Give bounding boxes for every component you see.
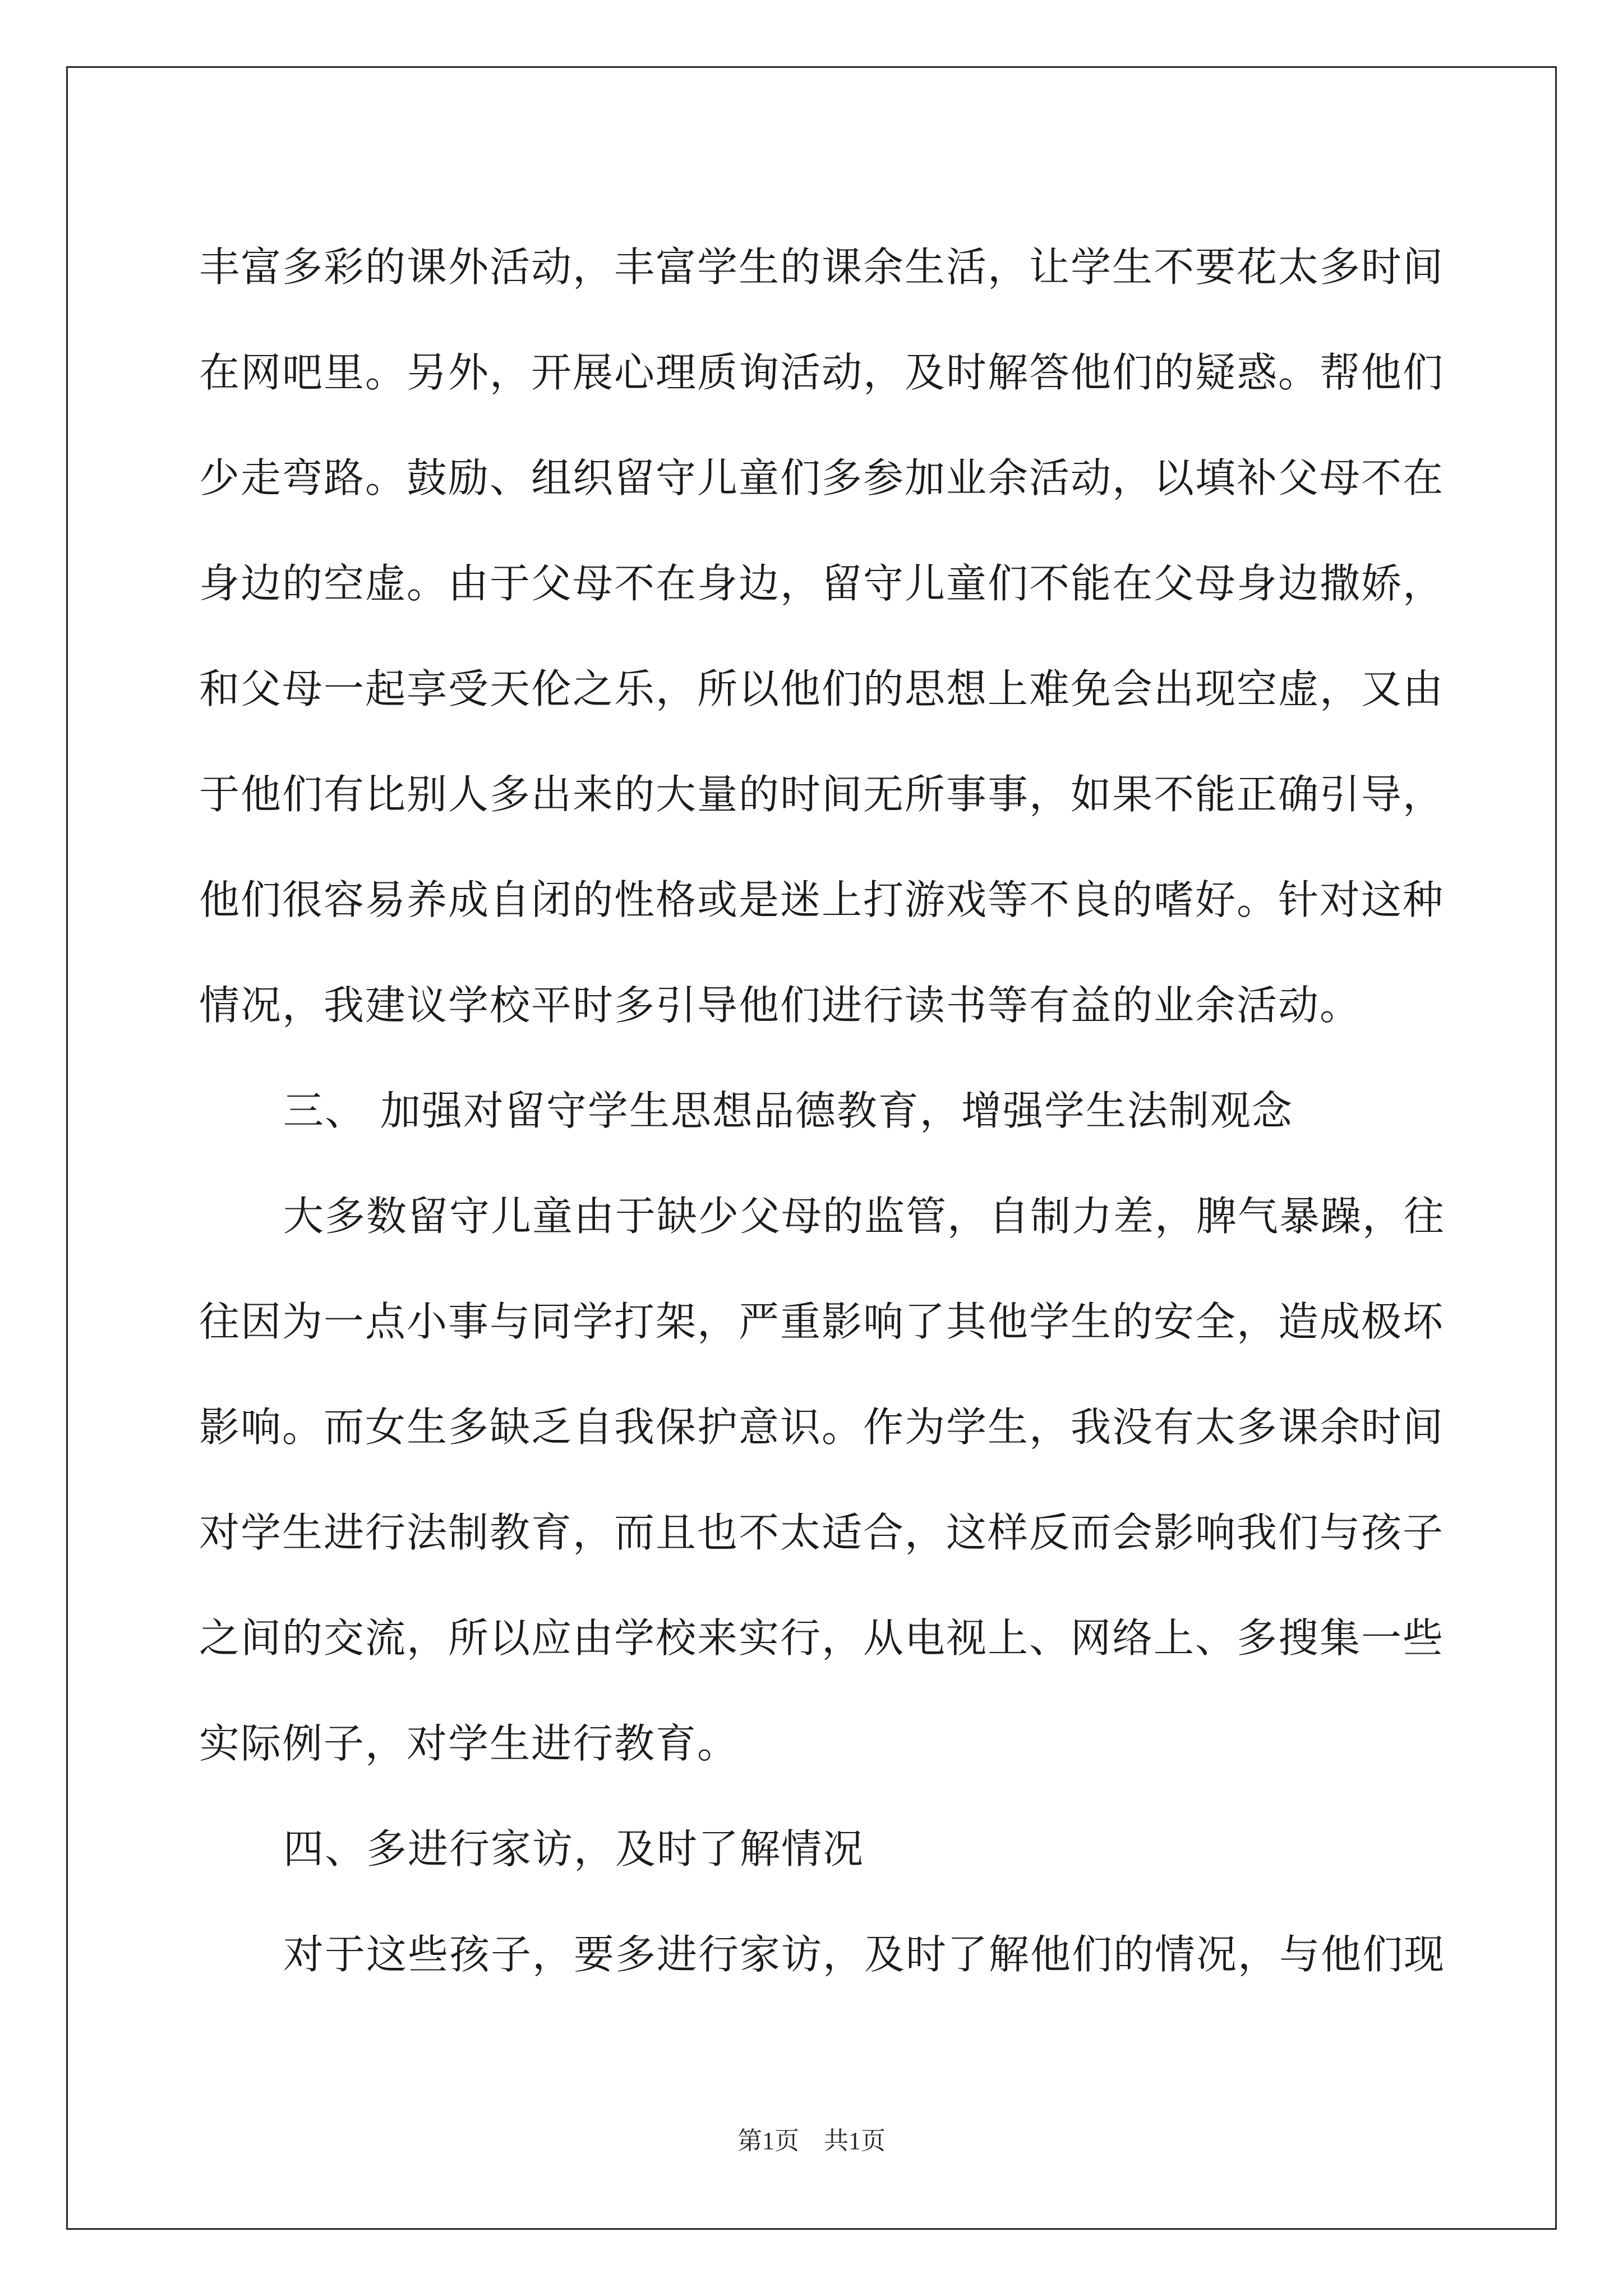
body-line: 影响。而女生多缺乏自我保护意识。作为学生，我没有太多课余时间 (199, 1404, 1445, 1451)
body-line: 少走弯路。鼓励、组织留守儿童们多参加业余活动，以填补父母不在 (199, 454, 1445, 501)
body-line: 身边的空虚。由于父母不在身边，留守儿童们不能在父母身边撒娇， (199, 560, 1445, 607)
body-line: 和父母一起享受天伦之乐，所以他们的思想上难免会出现空虚，又由 (199, 665, 1445, 712)
page-number-footer: 第1页 共1页 (737, 2127, 886, 2155)
paragraph-first-line: 大多数留守儿童由于缺少父母的监管，自制力差，脾气暴躁，往 (283, 1193, 1446, 1240)
body-line: 他们很容易养成自闭的性格或是迷上打游戏等不良的嗜好。针对这种 (199, 876, 1445, 923)
section-heading-4: 四、多进行家访，及时了解情况 (283, 1825, 865, 1872)
body-line: 于他们有比别人多出来的大量的时间无所事事，如果不能正确引导， (199, 771, 1445, 818)
body-line: 往因为一点小事与同学打架，严重影响了其他学生的安全，造成极坏 (199, 1298, 1445, 1345)
section-heading-3: 三、 加强对留守学生思想品德教育，增强学生法制观念 (283, 1087, 1293, 1134)
body-line: 对学生进行法制教育，而且也不太适合，这样反而会影响我们与孩子 (199, 1509, 1445, 1556)
paragraph-first-line: 对于这些孩子，要多进行家访，及时了解他们的情况，与他们现 (283, 1931, 1446, 1978)
body-line: 丰富多彩的课外活动，丰富学生的课余生活，让学生不要花太多时间 (199, 243, 1445, 291)
body-line: 实际例子，对学生进行教育。 (199, 1720, 739, 1767)
body-line: 在网吧里。另外，开展心理质询活动，及时解答他们的疑惑。帮他们 (199, 349, 1445, 396)
document-body (199, 214, 1446, 2007)
body-line: 之间的交流，所以应由学校来实行，从电视上、网络上、多搜集一些 (199, 1614, 1445, 1662)
body-line: 情况，我建议学校平时多引导他们进行读书等有益的业余活动。 (199, 982, 1362, 1029)
